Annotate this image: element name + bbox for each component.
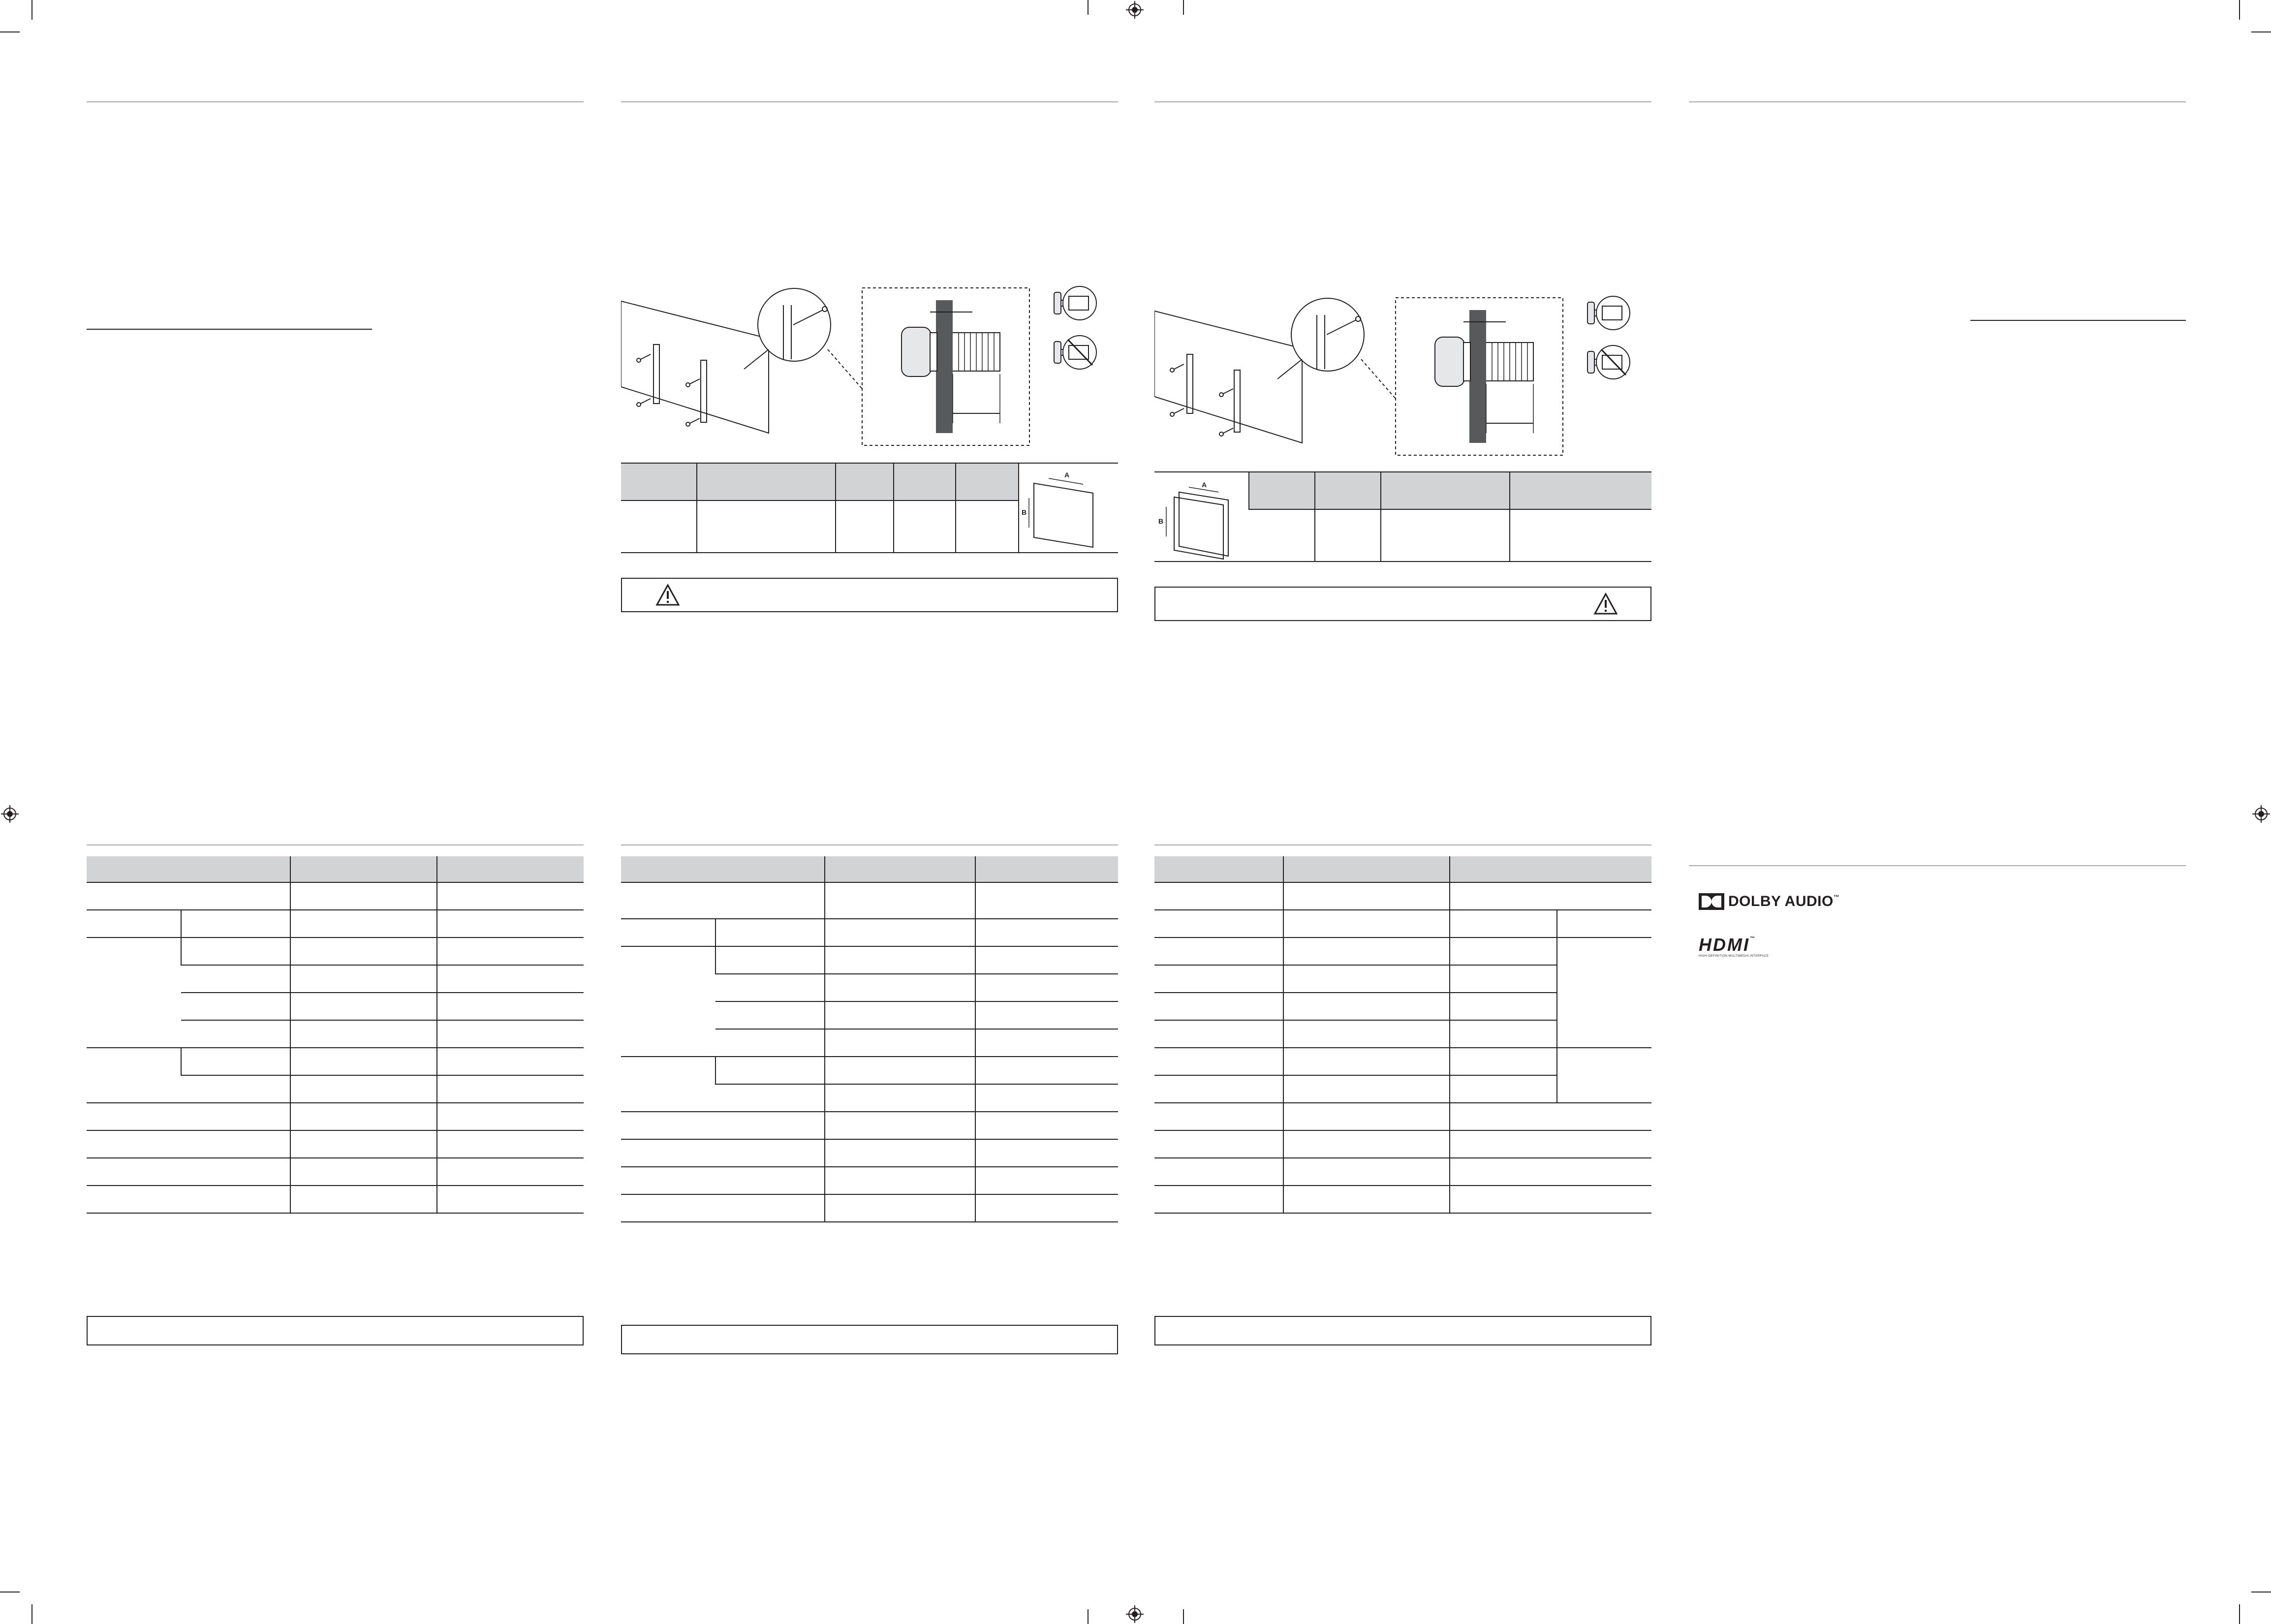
specifications-table-col3	[1154, 856, 1651, 1214]
section-rule-col3-top	[1154, 101, 1651, 102]
dim-b-label: B	[1158, 517, 1164, 525]
dim-a-label: A	[1202, 481, 1207, 489]
registration-mark-icon	[0, 804, 20, 824]
subsection-underline-col4	[1970, 320, 2186, 321]
crop-mark-top-left-v	[31, 0, 32, 20]
hdmi-text: HDMI	[1699, 935, 1750, 955]
wall-mount-illustration-left	[621, 276, 1118, 453]
dolby-audio-logo	[1699, 892, 1839, 911]
dolby-audio-text: DOLBY AUDIO	[1728, 893, 1834, 909]
caution-box-right	[1154, 587, 1651, 621]
warning-triangle-icon	[1593, 593, 1618, 615]
crop-mark-bottom-right-h	[2251, 1592, 2271, 1593]
note-box-col1	[87, 1316, 584, 1345]
wall-mount-illustration-right	[1154, 285, 1651, 463]
section-rule-col4-top	[1689, 101, 2186, 102]
caution-box-left	[621, 578, 1118, 612]
crop-mark-bottom-left-h	[0, 1592, 20, 1593]
hdmi-trademark: ™	[1750, 936, 1755, 941]
registration-mark-icon	[2251, 804, 2271, 824]
section-rule-col3-spec	[1154, 844, 1651, 845]
section-rule-col2-top	[621, 101, 1118, 102]
crop-mark-top-right-v	[2239, 0, 2240, 20]
dolby-double-d-icon	[1699, 893, 1724, 910]
vesa-spec-table-left	[621, 463, 1118, 553]
vesa-dimension-diagram	[1019, 464, 1118, 552]
crop-mark-bottom-left-v	[31, 1604, 32, 1624]
section-rule-col1-top	[87, 101, 584, 102]
note-box-col3	[1154, 1316, 1651, 1345]
crop-mark-top-left-h	[0, 31, 20, 32]
registration-mark-icon	[1125, 0, 1145, 20]
crop-mark-bottom-right-v	[2239, 1604, 2240, 1624]
hdmi-logo	[1699, 936, 1769, 958]
section-rule-col1-spec	[87, 844, 584, 845]
crop-mark-top-fold-1	[1088, 0, 1089, 15]
dim-a-label: A	[1064, 471, 1070, 479]
dolby-trademark: ™	[1833, 894, 1839, 901]
crop-mark-bottom-fold-1	[1088, 1609, 1089, 1624]
section-rule-col2-spec	[621, 844, 1118, 845]
crop-mark-top-right-h	[2251, 31, 2271, 32]
note-box-col2	[621, 1325, 1118, 1354]
vesa-spec-table-right	[1154, 471, 1651, 562]
warning-triangle-icon	[655, 584, 680, 606]
registration-mark-icon	[1125, 1604, 1145, 1624]
dim-b-label: B	[1022, 508, 1027, 516]
hdmi-tagline: HIGH-DEFINITION MULTIMEDIA INTERFACE	[1699, 955, 1769, 958]
subsection-underline-col1	[87, 329, 372, 330]
specifications-table-col2	[621, 856, 1118, 1222]
section-rule-col4-spec	[1689, 865, 2186, 866]
specifications-table-col1	[87, 856, 584, 1214]
crop-mark-top-fold-2	[1183, 0, 1184, 15]
crop-mark-bottom-fold-2	[1183, 1609, 1184, 1624]
vesa-dimension-diagram	[1154, 472, 1248, 561]
